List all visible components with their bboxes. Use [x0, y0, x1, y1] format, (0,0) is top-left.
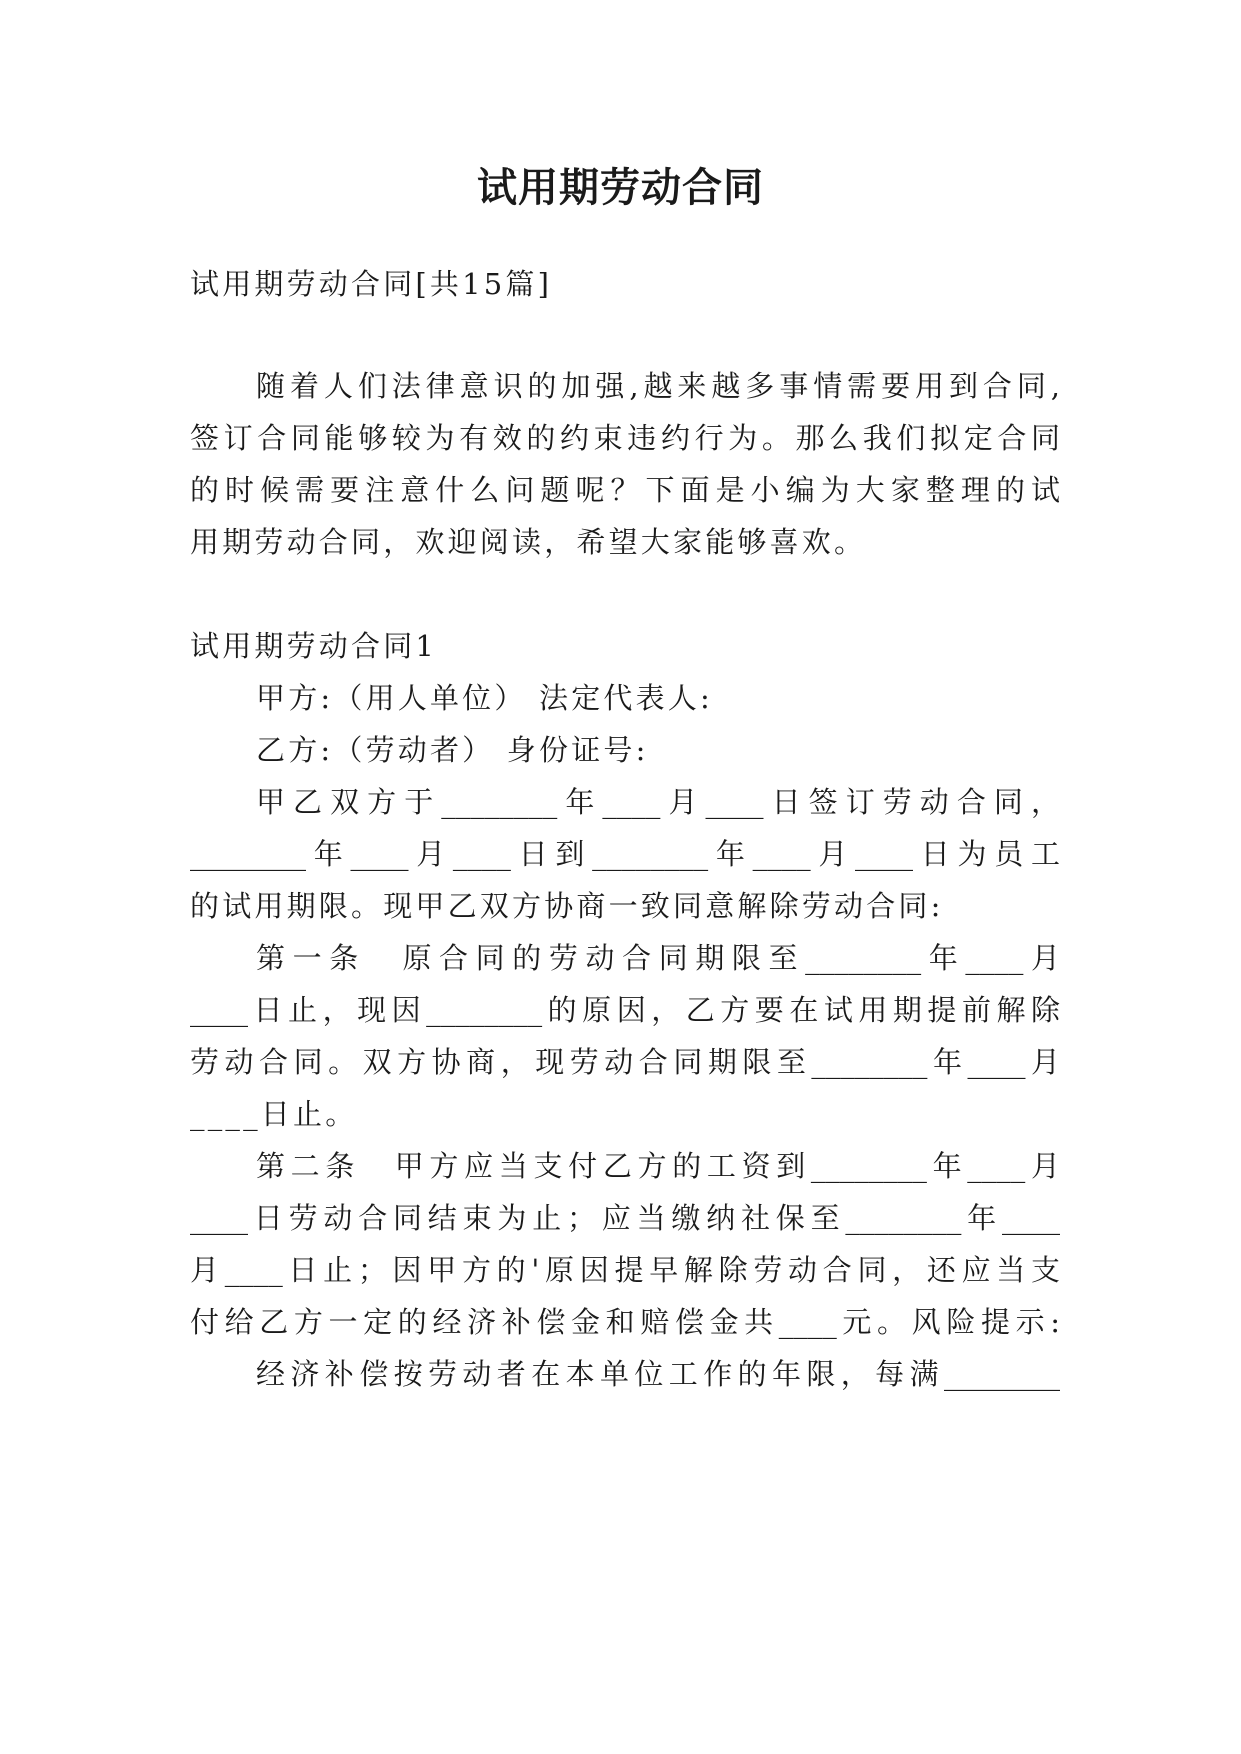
body-line: 的试用期限。现甲乙双方协商一致同意解除劳动合同: [190, 889, 944, 923]
body-line: ________年____月____日到________年____月____日为员工 [190, 837, 1060, 871]
party-a-line: 甲方:（用人单位） 法定代表人: [256, 681, 713, 715]
intro-line: 签订合同能够较为有效的约束违约行为。那么我们拟定合同 [190, 421, 1060, 455]
section-heading: 试用期劳动合同1 [190, 629, 438, 663]
article-2-line: 付给乙方一定的经济补偿金和赔偿金共____元。风险提示: [190, 1305, 1060, 1339]
article-1-line: ____日止，现因________的原因，乙方要在试用期提前解除 [190, 993, 1060, 1027]
party-b-line: 乙方:（劳动者） 身份证号: [256, 733, 649, 767]
document-subtitle: 试用期劳动合同[共15篇] [190, 267, 553, 301]
body-line: 甲乙双方于________年____月____日签订劳动合同， [256, 785, 1060, 819]
compensation-line: 经济补偿按劳动者在本单位工作的年限，每满________ [256, 1357, 1060, 1391]
intro-line: 随着人们法律意识的加强,越来越多事情需要用到合同, [256, 369, 1060, 403]
intro-line: 用期劳动合同，欢迎阅读，希望大家能够喜欢。 [190, 525, 867, 559]
document-title: 试用期劳动合同 [477, 164, 764, 211]
intro-line: 的时候需要注意什么问题呢？下面是小编为大家整理的试 [190, 473, 1060, 507]
article-2-line: 月____日止；因甲方的'原因提早解除劳动合同，还应当支 [190, 1253, 1060, 1287]
article-1-line: 第一条 原合同的劳动合同期限至________年____月 [256, 941, 1060, 975]
article-1-line: ____日止。 [190, 1097, 358, 1131]
article-1-line: 劳动合同。双方协商，现劳动合同期限至________年____月 [190, 1045, 1060, 1079]
article-2-line: 第二条 甲方应当支付乙方的工资到________年____月 [256, 1149, 1060, 1183]
article-2-line: ____日劳动合同结束为止；应当缴纳社保至________年____ [190, 1201, 1060, 1235]
